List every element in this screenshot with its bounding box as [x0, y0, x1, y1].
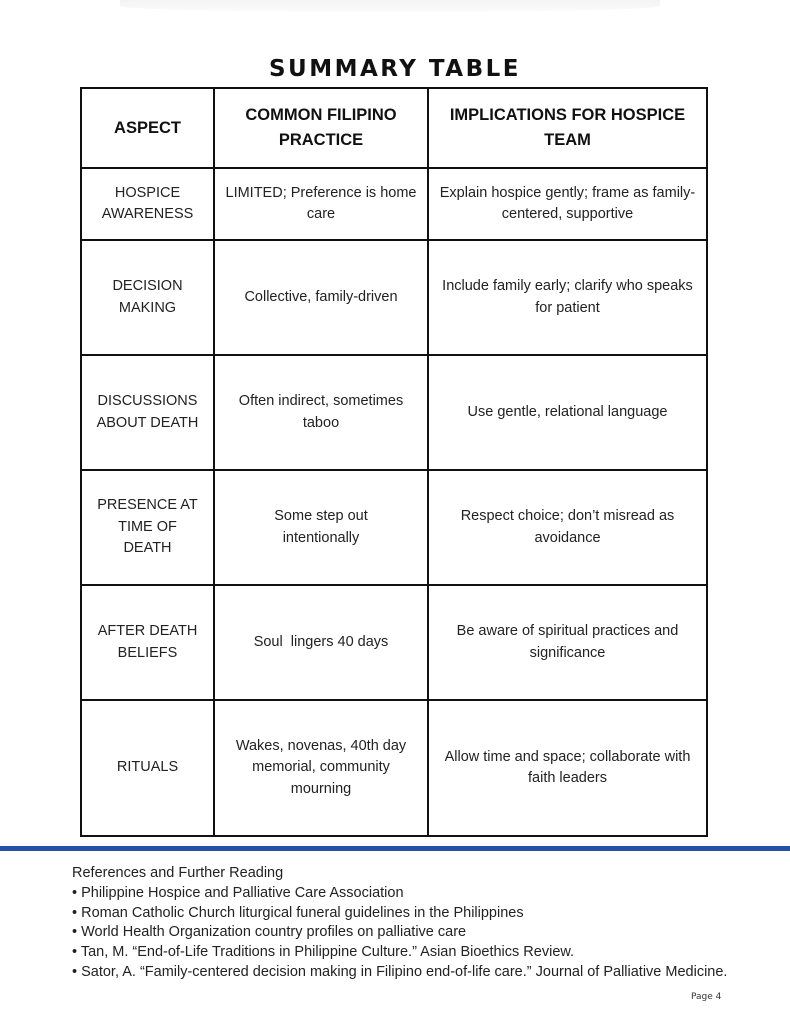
cell-implication: Respect choice; don’t misread as avoidance — [428, 470, 707, 585]
divider-rule — [0, 846, 790, 851]
page-number: Page 4 — [691, 992, 722, 1002]
references-heading: References and Further Reading — [72, 865, 284, 881]
cell-aspect: AFTER DEATH BELIEFS — [81, 585, 214, 700]
cell-implication: Include family early; clarify who speaks for patient — [428, 240, 707, 355]
reference-item: • Sator, A. “Family-centered decision making in Filipino end-of-life care.” Journal of Palliative Medicine. — [72, 963, 728, 980]
cell-aspect: DECISION MAKING — [81, 240, 214, 355]
table-row — [81, 470, 707, 585]
cell-aspect: PRESENCE AT TIME OF DEATH — [81, 470, 214, 585]
cell-implication: Explain hospice gently; frame as family-centered, supportive — [428, 168, 707, 240]
table-row — [81, 355, 707, 470]
cell-practice: Often indirect, sometimes taboo — [214, 355, 428, 470]
cell-implication: Allow time and space; collaborate with faith leaders — [428, 700, 707, 836]
reference-item: • Tan, M. “End-of-Life Traditions in Philippine Culture.” Asian Bioethics Review. — [72, 944, 575, 961]
table-row — [81, 168, 707, 240]
cell-practice: LIMITED; Preference is home care — [214, 168, 428, 240]
header-common-practice: COMMON FILIPINO PRACTICE — [214, 88, 428, 168]
table-row — [81, 585, 707, 700]
cell-aspect: DISCUSSIONS ABOUT DEATH — [81, 355, 214, 470]
cell-practice: Wakes, novenas, 40th day memorial, community mourning — [214, 700, 428, 836]
cell-practice: Soul lingers 40 days — [214, 585, 428, 700]
top-shadow — [120, 0, 660, 12]
table-header-row — [81, 88, 707, 168]
reference-item: • Roman Catholic Church liturgical funeral guidelines in the Philippines — [72, 904, 524, 921]
cell-aspect: HOSPICE AWARENESS — [81, 168, 214, 240]
references-section — [72, 864, 732, 983]
table-row — [81, 240, 707, 355]
reference-item: • World Health Organization country profiles on palliative care — [72, 924, 467, 941]
cell-practice: Collective, family-driven — [214, 240, 428, 355]
table-row — [81, 700, 707, 836]
summary-table — [80, 87, 708, 837]
cell-implication: Be aware of spiritual practices and significance — [428, 585, 707, 700]
cell-practice: Some step out intentionally — [214, 470, 428, 585]
reference-item: • Philippine Hospice and Palliative Care Association — [72, 884, 404, 901]
header-aspect: ASPECT — [81, 88, 214, 168]
cell-implication: Use gentle, relational language — [428, 355, 707, 470]
page-title: SUMMARY TABLE — [268, 56, 522, 82]
header-implications: IMPLICATIONS FOR HOSPICE TEAM — [428, 88, 707, 168]
cell-aspect: RITUALS — [81, 700, 214, 836]
